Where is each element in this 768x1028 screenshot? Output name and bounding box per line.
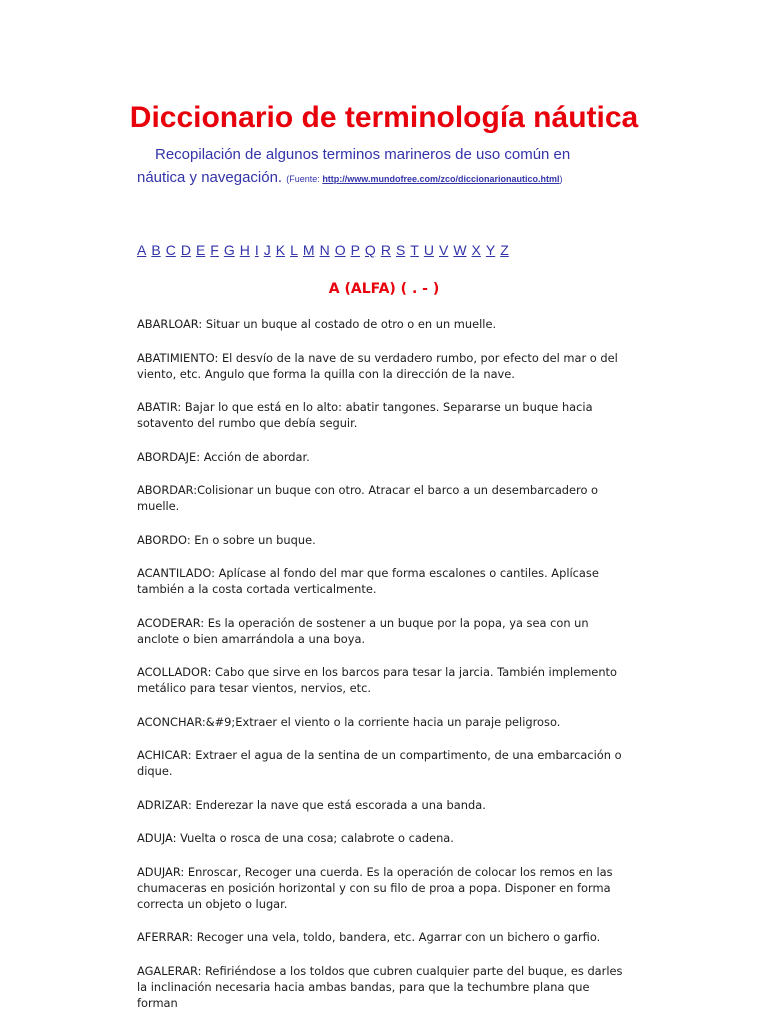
alphabet-link-b[interactable]: B — [151, 242, 161, 258]
alphabet-link-h[interactable]: H — [239, 242, 250, 258]
entry-term: AGALERAR — [137, 963, 198, 978]
entry-definition: Recoger una vela, toldo, bandera, etc. Agarrar con un bichero o garfio. — [196, 930, 601, 944]
entry-separator: : — [207, 665, 216, 679]
alphabet-link-p[interactable]: P — [350, 242, 360, 258]
entry-term: ABATIMIENTO — [137, 350, 215, 365]
alphabet-link-v[interactable]: V — [438, 242, 449, 258]
alphabet-link-e[interactable]: E — [195, 242, 206, 258]
alphabet-link-o[interactable]: O — [334, 242, 346, 258]
entry-separator: : — [188, 797, 196, 812]
entry-definition: Enroscar, Recoger una cuerda. Es la operación de colocar los remos en las chumaceras en posición horizontal y con su filo de proa a popa. Disponer en forma correcta un objeto o lugar. — [137, 864, 613, 911]
alphabet-nav — [137, 240, 637, 260]
glossary-entry — [137, 864, 632, 912]
intro-paragraph — [137, 143, 617, 191]
entry-separator: : — [200, 615, 208, 630]
alphabet-link-z[interactable]: Z — [500, 242, 509, 258]
alphabet-link-y[interactable]: Y — [485, 242, 496, 258]
entry-separator: : — [193, 483, 198, 497]
entry-definition: Aplícase al fondo del mar que forma escalones o cantiles. Aplícase también a la costa cortada verticalmente. — [137, 566, 599, 596]
entry-term: ACANTILADO — [137, 566, 212, 580]
entry-term: ACONCHAR — [137, 714, 202, 729]
alphabet-link-m[interactable]: M — [302, 242, 315, 258]
source-prefix: (Fuente: — [286, 174, 323, 184]
alphabet-link-x[interactable]: X — [471, 242, 481, 258]
page-title: Diccionario de terminología náutica — [129, 101, 639, 134]
alphabet-link-t[interactable]: T — [410, 242, 419, 258]
entry-term: ABORDAR — [137, 483, 194, 497]
entry-term: ABORDO — [137, 532, 187, 547]
source-link[interactable]: http://www.mundofree.com/zco/diccionarionautico.html — [322, 174, 560, 184]
entry-definition: Extraer el agua de la sentina de un compartimento, de una embarcación o dique. — [137, 748, 622, 778]
alphabet-link-q[interactable]: Q — [364, 242, 376, 258]
glossary-entry — [137, 797, 632, 813]
intro-line-2-text: náutica y navegación. — [137, 169, 283, 186]
glossary-entry — [137, 399, 632, 431]
entry-term: AFERRAR — [137, 930, 190, 944]
glossary-entry — [137, 747, 632, 779]
alphabet-link-a[interactable]: A — [137, 242, 147, 258]
glossary-entry — [137, 929, 632, 945]
entry-separator: : — [198, 317, 206, 331]
entry-definition: En o sobre un buque. — [194, 532, 316, 547]
alphabet-link-l[interactable]: L — [290, 242, 298, 258]
glossary-entry — [137, 963, 632, 1011]
alphabet-link-i[interactable]: I — [254, 242, 259, 258]
alphabet-link-u[interactable]: U — [423, 242, 434, 258]
entry-term: ACODERAR — [137, 615, 201, 630]
alphabet-link-r[interactable]: R — [380, 242, 391, 258]
glossary-entry — [137, 316, 632, 332]
entry-separator: : — [189, 930, 197, 944]
entry-separator: : — [187, 748, 196, 762]
entry-term: ACHICAR — [137, 748, 188, 762]
entry-term: ABATIR — [137, 400, 178, 414]
intro-line-2 — [137, 166, 617, 191]
section-heading: A (ALFA) ( . - ) — [328, 281, 440, 297]
entry-term: ACOLLADOR — [137, 665, 208, 679]
alphabet-link-d[interactable]: D — [180, 242, 191, 258]
glossary-entries — [137, 316, 632, 1028]
entry-separator: : — [172, 831, 181, 845]
entry-term: ABORDAJE — [137, 449, 197, 464]
alphabet-link-c[interactable]: C — [165, 242, 176, 258]
alphabet-link-n[interactable]: N — [319, 242, 330, 258]
entry-definition: Bajar lo que está en lo alto: abatir tangones. Separarse un buque hacia sotavento del rumbo que debía seguir. — [137, 400, 593, 430]
glossary-entry — [137, 615, 632, 647]
entry-separator: : — [180, 864, 188, 879]
glossary-entry — [137, 482, 632, 514]
glossary-entry — [137, 664, 632, 696]
alphabet-link-s[interactable]: S — [395, 242, 406, 258]
alphabet-link-k[interactable]: K — [275, 242, 286, 258]
source-suffix: ) — [559, 174, 563, 184]
glossary-entry — [137, 714, 632, 730]
entry-definition: Enderezar la nave que está escorada a una banda. — [195, 797, 486, 812]
alphabet-link-j[interactable]: J — [263, 242, 271, 258]
entry-definition: &#9;Extraer el viento o la corriente hacia un paraje peligroso. — [205, 714, 561, 729]
entry-separator: : — [186, 532, 195, 547]
intro-line-1: Recopilación de algunos terminos marineros de uso común en — [155, 146, 571, 163]
entry-term: ADUJA — [137, 831, 173, 845]
glossary-entry — [137, 830, 632, 846]
entry-definition: Es la operación de sostener a un buque por la popa, ya sea con un anclote o bien amarrándola a una boya. — [137, 615, 589, 646]
glossary-entry — [137, 565, 632, 597]
alphabet-link-f[interactable]: F — [210, 242, 219, 258]
entry-definition: Acción de abordar. — [203, 449, 310, 464]
entry-definition: Situar un buque al costado de otro o en un muelle. — [205, 317, 497, 331]
source-note — [286, 174, 562, 184]
entry-separator: : — [201, 714, 206, 729]
entry-definition: Colisionar un buque con otro. Atracar el barco a un desembarcadero o muelle. — [137, 483, 599, 513]
entry-definition: Cabo que sirve en los barcos para tesar la jarcia. También implemento metálico para tesar vientos, nervios, etc. — [137, 665, 617, 695]
glossary-entry — [137, 350, 632, 382]
glossary-entry — [137, 449, 632, 465]
glossary-entry — [137, 532, 632, 548]
entry-definition: El desvío de la nave de su verdadero rumbo, por efecto del mar o del viento, etc. Angulo que forma la quilla con la dirección de la nave. — [137, 350, 618, 381]
entry-term: ADUJAR — [137, 864, 181, 879]
entry-term: ADRIZAR — [137, 797, 188, 812]
alphabet-link-g[interactable]: G — [223, 242, 235, 258]
entry-separator: : — [211, 566, 219, 580]
entry-separator: : — [197, 963, 206, 978]
entry-separator: : — [196, 449, 204, 464]
entry-definition: Vuelta o rosca de una cosa; calabrote o cadena. — [180, 831, 454, 845]
entry-separator: : — [177, 400, 185, 414]
entry-definition: Refiriéndose a los toldos que cubren cualquier parte del buque, es darles la inclinación necesaria hacia ambas bandas, para que la techumbre plana que forman — [137, 963, 623, 1010]
entry-separator: : — [214, 350, 222, 365]
alphabet-link-w[interactable]: W — [453, 242, 467, 258]
entry-term: ABARLOAR — [137, 317, 199, 331]
